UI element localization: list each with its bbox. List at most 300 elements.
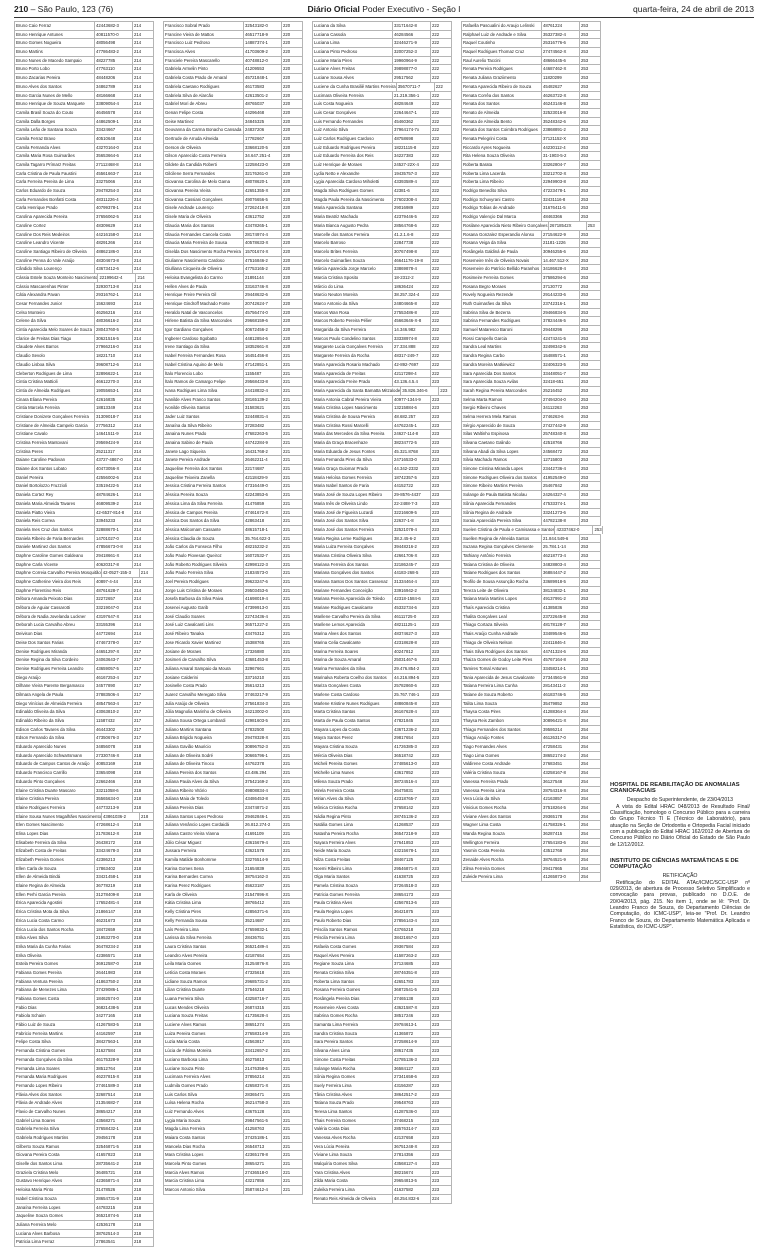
table-row xyxy=(163,952,303,961)
table-row xyxy=(14,899,154,908)
table-row xyxy=(461,613,601,622)
candidate-name: Janete Pereira Andrade xyxy=(163,456,243,464)
class-code: 220 xyxy=(281,248,303,256)
candidate-name: Claudio Lisboa Silva xyxy=(14,361,94,369)
candidate-name: Cintia Marcela Ferreira xyxy=(14,404,94,412)
document-number: 43270164-0 xyxy=(94,144,132,152)
class-code: 221 xyxy=(281,1030,303,1038)
notice-subtitle-2: RETIFICAÇÃO xyxy=(662,872,698,879)
table-row xyxy=(312,57,452,66)
class-code: 223 xyxy=(430,439,452,447)
candidate-name: Daniela Piatto Vieira xyxy=(14,509,94,517)
document-number: 33489546-6 xyxy=(541,630,579,638)
document-number: 42536178 xyxy=(94,1221,132,1229)
candidate-name: Larissa da Silva Ferreira xyxy=(163,934,243,942)
class-code: 221 xyxy=(281,604,303,612)
document-number: 32888670-1 xyxy=(94,526,132,534)
candidate-name: Patricia Lima Ferraz xyxy=(14,1238,94,1246)
class-code: 254 xyxy=(579,813,601,821)
class-code: 214 xyxy=(132,300,154,308)
candidate-name: Thalita Gonçalves Leal xyxy=(461,613,541,621)
class-code: 214 xyxy=(132,283,154,291)
header-rule xyxy=(14,17,754,18)
candidate-name: Jéssica Malcomam Cassante xyxy=(163,526,243,534)
column-1 xyxy=(14,21,154,1247)
table-row xyxy=(312,1082,452,1091)
candidate-name: Fabricio Ferreira Martins xyxy=(14,1030,94,1038)
document-number: 41726385-3 xyxy=(392,743,430,751)
candidate-name: Cássia Estele Souza Monteiro Nascimento xyxy=(16,274,98,280)
document-number: 25782860-6 xyxy=(392,682,430,690)
document-number: 47461672-X xyxy=(243,509,281,517)
document-number: 48211125-1 xyxy=(392,621,430,629)
table-row xyxy=(163,561,303,570)
document-number: 22411846-4 xyxy=(541,639,579,647)
table-row xyxy=(14,100,154,109)
document-number: 30896752-3 xyxy=(243,743,281,751)
candidate-name: Edinaldo Ribeiro da Silva xyxy=(14,717,94,725)
class-code: 214 xyxy=(132,144,154,152)
document-number: 41258763 xyxy=(243,1125,281,1133)
class-code: 218 xyxy=(132,1238,154,1246)
document-number: 43615679-4 xyxy=(243,839,281,847)
document-number: 30946255-6 xyxy=(541,248,579,256)
candidate-name: Joel Pereira Rodrigues xyxy=(163,578,243,586)
class-code: 214 xyxy=(132,439,154,447)
document-number: 18221115-8 xyxy=(392,144,430,152)
candidate-name: Jader Luiz Santos xyxy=(163,413,243,421)
class-code: 253 xyxy=(579,317,601,325)
document-number: 38654271 xyxy=(243,1160,281,1168)
table-row xyxy=(14,343,154,352)
candidate-name: Rosana Ferreira Gomes xyxy=(312,986,392,994)
document-number: 28754316-X xyxy=(541,787,579,795)
candidate-name: Juliana Pereira Dias xyxy=(163,804,243,812)
class-code: 223 xyxy=(430,413,452,421)
candidate-name: Ellen de Almeida Bindá xyxy=(14,873,94,881)
candidate-name: Denise Regina da Silva Cordeiro xyxy=(14,656,94,664)
table-row xyxy=(461,92,601,101)
candidate-name: Luiz Eduardo Ferreira dos Reis xyxy=(312,152,392,160)
candidate-name: Daniela Ines Cruz dos Santos xyxy=(14,526,94,534)
class-code: 253 xyxy=(579,161,601,169)
document-number: 27683451 xyxy=(541,760,579,768)
document-number: 37258614-9 xyxy=(392,1038,430,1046)
class-code: 253 xyxy=(579,231,601,239)
table-row xyxy=(312,535,452,544)
document-number: 44152722 xyxy=(392,482,430,490)
document-number: 48309629 xyxy=(94,222,132,230)
table-row xyxy=(312,1047,452,1056)
document-number: 42337462-0 xyxy=(554,526,592,534)
candidate-name: João Paulo Piovesan Queiroz xyxy=(163,552,243,560)
table-row xyxy=(14,743,154,752)
table-row xyxy=(163,361,303,370)
table-row xyxy=(14,561,154,570)
class-code: 253 xyxy=(579,74,601,82)
table-row xyxy=(14,152,154,161)
candidate-name: Gustavo Henrique Alves xyxy=(14,1177,94,1185)
candidate-name: Solange de Paula Batista Nicolau xyxy=(461,491,541,499)
candidate-name: Rosângela Galdiná de Paula xyxy=(461,248,541,256)
document-number: 43478265-1 xyxy=(243,222,281,230)
candidate-name: João Carlos da Fonseca Filho xyxy=(163,543,243,551)
table-row xyxy=(163,986,303,995)
class-code: 221 xyxy=(281,491,303,499)
table-row xyxy=(14,274,154,283)
class-code: 218 xyxy=(132,1073,154,1081)
class-code: 220 xyxy=(281,335,303,343)
table-row xyxy=(461,873,601,882)
candidate-name: Daniel Bortolozzo Fruzzioli xyxy=(14,482,94,490)
class-code: 214 xyxy=(132,474,154,482)
class-code: 214 xyxy=(132,370,154,378)
table-row xyxy=(163,856,303,865)
candidate-name: Ivanilde Alves Franco Santos xyxy=(163,396,243,404)
table-row xyxy=(14,517,154,526)
table-row xyxy=(14,378,154,387)
class-code: 223 xyxy=(430,1030,452,1038)
table-row xyxy=(312,178,452,187)
candidate-name: Priscila Santos Ramos xyxy=(312,926,392,934)
table-row xyxy=(14,1177,154,1186)
table-row xyxy=(312,969,452,978)
candidate-name: Marina Celia Cavalcante xyxy=(312,639,392,647)
class-code: 218 xyxy=(132,899,154,907)
class-code: 223 xyxy=(430,830,452,838)
candidate-name: Fabiana de Menezes Lima xyxy=(14,986,94,994)
table-row xyxy=(461,708,601,717)
table-row xyxy=(163,213,303,222)
candidate-name: Marcos Roberto Pereira Pélier xyxy=(312,317,392,325)
candidate-name: Juliana Venâncio Lopes Cordaidá xyxy=(163,821,243,829)
table-row xyxy=(312,926,452,935)
table-row xyxy=(14,691,154,700)
document-number: 22174687 xyxy=(243,465,281,473)
class-code: 254 xyxy=(579,830,601,838)
candidate-name: Vera Lúcia Pereira xyxy=(312,1143,392,1151)
class-code: 221 xyxy=(281,708,303,716)
class-code: 222 xyxy=(430,126,452,134)
table-row xyxy=(14,1038,154,1047)
class-code: 222 xyxy=(430,317,452,325)
candidate-name: Nádia Regina Pinto xyxy=(312,813,392,821)
table-row xyxy=(461,726,601,735)
table-row xyxy=(14,1195,154,1204)
class-code: 220 xyxy=(281,161,303,169)
class-code: 214 xyxy=(132,126,154,134)
candidate-name: Raquel Alves Pereira xyxy=(312,952,392,960)
candidate-name: Cintia Aparecida Melo Soares de Souza xyxy=(14,326,94,334)
document-number: 26475831 xyxy=(392,787,430,795)
candidate-name: Fabio Dias xyxy=(14,1004,94,1012)
table-row xyxy=(461,569,601,578)
class-code: 214 xyxy=(139,569,154,577)
candidate-name: Fábio Luiz de Souza xyxy=(14,1021,94,1029)
table-row xyxy=(312,500,452,509)
class-code: 223 xyxy=(430,561,452,569)
candidate-name: Luciane Souza Pinto xyxy=(163,1065,243,1073)
candidate-name: Priscila Ferreira Lima xyxy=(312,934,392,942)
class-code: 220 xyxy=(281,283,303,291)
candidate-name: Tatiana Ferreira Lima Cunha xyxy=(461,682,541,690)
candidate-name: Solange Maria Rocha xyxy=(312,1065,392,1073)
table-row xyxy=(163,387,303,396)
document-number: 27658314-9 xyxy=(243,1030,281,1038)
class-code: 253 xyxy=(579,39,601,47)
document-number: 44742284-9 xyxy=(243,439,281,447)
document-number: 47786483-2 xyxy=(94,48,132,56)
class-code: 214 xyxy=(132,561,154,569)
candidate-name: Simone Costa Freitas xyxy=(312,1056,392,1064)
document-number: 48.682.257 xyxy=(392,413,430,421)
class-code: 220 xyxy=(281,92,303,100)
class-code: 218 xyxy=(132,743,154,751)
candidate-name: Gabriel Mori de Abreu xyxy=(163,100,243,108)
document-number: 47223478-1 xyxy=(541,187,579,195)
table-row xyxy=(163,969,303,978)
class-code: 221 xyxy=(281,370,303,378)
table-row xyxy=(14,543,154,552)
candidate-name: Sabrina Fernandes Rodrigues xyxy=(461,317,541,325)
document-number: 35479852 xyxy=(541,700,579,708)
class-code: 221 xyxy=(281,569,303,577)
document-number: 46175328-9 xyxy=(94,1056,132,1064)
table-row xyxy=(312,804,452,813)
class-code: 221 xyxy=(281,1151,303,1159)
candidate-name: Maria Bianca Augusto Pedra xyxy=(312,222,392,230)
candidate-name: Selma Marta Ramos xyxy=(461,396,541,404)
class-code: 223 xyxy=(430,517,452,525)
class-code: 221 xyxy=(281,960,303,968)
class-code: 254 xyxy=(579,734,601,742)
class-code: 223 xyxy=(430,1177,452,1185)
candidate-name: Estela Pereira Gomes xyxy=(14,960,94,968)
document-number: 37656062-5 xyxy=(94,213,132,221)
candidate-name: Gabriela Armelin Pinto xyxy=(163,65,243,73)
class-code: 222 xyxy=(430,335,452,343)
candidate-name: Nayara Ferreira Alves xyxy=(312,839,392,847)
document-number: 41735628-4 xyxy=(243,1012,281,1020)
candidate-name: Claudio Sevolo xyxy=(14,352,94,360)
document-number: 37546218 xyxy=(243,986,281,994)
class-code: 221 xyxy=(281,778,303,786)
class-code: 253 xyxy=(579,561,601,569)
candidate-name: Maria Regina Leme Rodrigues xyxy=(312,535,392,543)
candidate-name: Flávia Alves dos Santos xyxy=(14,1091,94,1099)
candidate-name: Thiago Fernandes dos Santos xyxy=(461,726,541,734)
document-number: 40247812 xyxy=(392,648,430,656)
candidate-name: Maria Aparecida Rosario Machado xyxy=(312,361,392,369)
table-row xyxy=(461,213,601,222)
city-issue: – São Paulo, 123 (76) xyxy=(30,4,114,14)
document-number: 38234772-5 xyxy=(392,439,430,447)
class-code: 214 xyxy=(132,387,154,395)
candidate-name: Daiane dos Santos Lobato xyxy=(14,465,94,473)
table-row xyxy=(312,1177,452,1186)
class-code: 214 xyxy=(132,74,154,82)
candidate-name: Giselda Dos Nascimento Rocha Pereira xyxy=(163,248,243,256)
table-row xyxy=(14,1021,154,1030)
candidate-name: Carla Cristina de Paula Faustini xyxy=(14,170,94,178)
table-row xyxy=(312,283,452,292)
candidate-name: Janaína Ferreira Lopes xyxy=(14,1204,94,1212)
candidate-name: Thais Ferreira Gomes xyxy=(312,1117,392,1125)
candidate-name: Tamires Tomal Antunes xyxy=(461,665,541,673)
document-number: 36518742 xyxy=(392,752,430,760)
table-row xyxy=(312,752,452,761)
class-code: 221 xyxy=(281,656,303,664)
table-row xyxy=(461,291,601,300)
document-number: 38.257.324-4 xyxy=(392,291,430,299)
class-code: 221 xyxy=(281,891,303,899)
table-row xyxy=(461,430,601,439)
candidate-name: Sabrina Gomes Rocha xyxy=(312,1012,392,1020)
candidate-name: Gertrude de Arruda Almeida xyxy=(163,135,243,143)
document-number: 34862789 xyxy=(94,83,132,91)
class-code: 221 xyxy=(281,387,303,395)
candidate-name: Giulianne Nascimento Cardoso xyxy=(163,257,243,265)
candidate-name: Ingberer Cardoso Sgobatto xyxy=(163,335,243,343)
class-code: 221 xyxy=(281,856,303,864)
class-code: 218 xyxy=(132,1151,154,1159)
class-code: 217 xyxy=(132,674,154,682)
document-number: 32216609-5 xyxy=(392,509,430,517)
table-row xyxy=(312,1056,452,1065)
document-number: 40977-1344-9 xyxy=(392,396,430,404)
table-row xyxy=(163,1091,303,1100)
table-row xyxy=(312,995,452,1004)
class-code: 253 xyxy=(579,178,601,186)
candidate-name: Érica Lucia Costa Carmo xyxy=(14,917,94,925)
table-row xyxy=(461,100,601,109)
table-row xyxy=(461,865,601,874)
document-number: 45.321.8768 xyxy=(392,448,430,456)
document-number: 21654839 xyxy=(243,865,281,873)
document-number: 42616835 xyxy=(94,396,132,404)
class-code: 218 xyxy=(132,839,154,847)
document-number: 33945233 xyxy=(94,517,132,525)
class-code: 222 xyxy=(430,370,452,378)
candidate-name: Renata dos Santos Coimbra Rodrigues xyxy=(461,126,541,134)
table-row xyxy=(312,135,452,144)
class-code: 220 xyxy=(281,152,303,160)
document-number: 43215678-1 xyxy=(392,847,430,855)
document-number: 32448831-4 xyxy=(243,413,281,421)
table-row xyxy=(14,1004,154,1013)
candidate-name: Luiz Fernando Alves xyxy=(163,1108,243,1116)
candidate-name: Bruno Alves dos Santos xyxy=(14,83,94,91)
page-number-value: 210 xyxy=(14,4,29,14)
candidate-name: Luciane Sousa Alves xyxy=(312,74,392,82)
class-code: 218 xyxy=(132,1221,154,1229)
candidate-name: Daniela Ribeiro de Faria Bernardes xyxy=(14,535,94,543)
class-code: 223 xyxy=(430,604,452,612)
class-code: 221 xyxy=(281,813,303,821)
document-number: 44162597 xyxy=(94,1030,132,1038)
table-row xyxy=(461,778,601,787)
document-number: 40748812-0 xyxy=(243,57,281,65)
class-code: 221 xyxy=(281,439,303,447)
class-code: 218 xyxy=(132,1160,154,1168)
class-code: 221 xyxy=(281,926,303,934)
candidate-name: Giovana Pereira Costa xyxy=(14,1151,94,1159)
class-code: 223 xyxy=(430,1186,452,1194)
class-code: 223 xyxy=(430,1117,452,1125)
candidate-name: Marcelo Brites Ferreira xyxy=(312,248,392,256)
candidate-name: Daphne Florentino Reis xyxy=(14,587,94,595)
document-number: 27436518-0 xyxy=(243,1169,281,1177)
table-row xyxy=(14,83,154,92)
document-number: 42-0527-155-3 xyxy=(101,569,139,577)
candidate-name: Janaina Nunes Prado xyxy=(163,430,243,438)
class-code: 223 xyxy=(430,656,452,664)
table-row xyxy=(163,109,303,118)
class-code: 221 xyxy=(281,1047,303,1055)
candidate-name: Valéria Cristina Souza xyxy=(461,769,541,777)
document-number: 21891144 xyxy=(243,274,281,282)
class-code: 214 xyxy=(132,291,154,299)
candidate-name: Jessica Cristina Ferreira Santos xyxy=(163,482,243,490)
candidate-name: Rodrigo Valençio Dal Marca xyxy=(461,213,541,221)
candidate-name: Marlene Kristine Nunes Rodrigues xyxy=(312,700,392,708)
table-row xyxy=(163,535,303,544)
document-number: 36485721 xyxy=(94,1169,132,1177)
name-list xyxy=(312,21,452,1204)
candidate-name: Carlos Eduardo de Souza xyxy=(14,187,94,195)
table-row xyxy=(14,891,154,900)
table-row xyxy=(312,813,452,822)
table-row xyxy=(312,1021,452,1030)
class-code: 253 xyxy=(579,300,601,308)
table-row xyxy=(312,1134,452,1143)
class-code: 222 xyxy=(430,326,452,334)
document-number: 27344561-9 xyxy=(541,674,579,682)
candidate-name: Érica Lucia dos Santos Rocha xyxy=(14,926,94,934)
table-row xyxy=(312,839,452,848)
document-number: 43156287 xyxy=(392,1082,430,1090)
candidate-name: Julia Araújo de Oliveira xyxy=(163,700,243,708)
candidate-name: Leila Maria Gomes xyxy=(163,960,243,968)
class-code: 222 xyxy=(430,196,452,204)
table-row xyxy=(312,48,452,57)
class-code: 217 xyxy=(132,700,154,708)
candidate-name: Marcela Pinto Gomes xyxy=(163,1160,243,1168)
class-code: 214 xyxy=(132,239,154,247)
class-code: 218 xyxy=(132,1125,154,1133)
class-code: 218 xyxy=(132,969,154,977)
table-row xyxy=(461,587,601,596)
table-row xyxy=(163,300,303,309)
class-code: 223 xyxy=(430,700,452,708)
class-code: 217 xyxy=(132,639,154,647)
candidate-name: Laura Cristina Santos xyxy=(163,943,243,951)
document-number: 36478234-2 xyxy=(94,943,132,951)
table-row xyxy=(461,439,601,448)
candidate-name: Soraia Aparecida Pereira Silva xyxy=(461,517,541,525)
table-row xyxy=(14,873,154,882)
document-number: 38754162-3 xyxy=(243,873,281,881)
table-row xyxy=(312,1186,452,1195)
document-number: 32967661 xyxy=(243,665,281,673)
class-code: 253 xyxy=(579,343,601,351)
class-code: 253 xyxy=(579,639,601,647)
candidate-name: Lucas Mendes Oliveira xyxy=(163,1004,243,1012)
class-code: 218 xyxy=(132,960,154,968)
candidate-name: Sara Aparecida Dos Santos xyxy=(461,370,541,378)
class-code: 223 xyxy=(430,526,452,534)
document-number: 43673412-6 xyxy=(94,265,132,273)
